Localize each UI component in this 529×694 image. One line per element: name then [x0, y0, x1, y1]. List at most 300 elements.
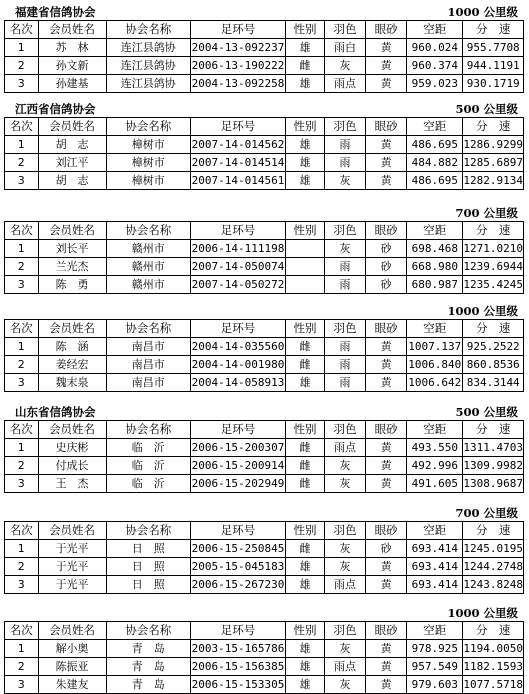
column-header: 空距 — [407, 320, 463, 338]
table-cell: 492.996 — [407, 457, 463, 475]
table-cell: 黄 — [366, 154, 407, 172]
table-cell: 693.414 — [407, 540, 463, 558]
column-header: 名次 — [5, 320, 39, 338]
table-row — [5, 172, 524, 190]
table-cell: 3 — [5, 276, 39, 294]
column-header: 分 速 — [463, 222, 524, 240]
table-cell: 3 — [5, 75, 39, 93]
table-cell: 雨 — [325, 276, 366, 294]
table-cell: 2006-13-190222 — [190, 57, 285, 75]
table-cell: 2 — [5, 658, 39, 676]
table-row — [5, 558, 524, 576]
column-header: 名次 — [5, 522, 39, 540]
table-cell: 雄 — [286, 640, 325, 658]
table-cell: 1309.9982 — [463, 457, 524, 475]
header-row — [5, 522, 524, 540]
column-header: 协会名称 — [106, 118, 190, 136]
table-cell: 青 岛 — [106, 640, 190, 658]
table-cell: 2003-15-165786 — [190, 640, 285, 658]
table-cell: 3 — [5, 172, 39, 190]
table-row — [5, 258, 524, 276]
table-cell: 493.550 — [407, 439, 463, 457]
table-cell: 黄 — [366, 640, 407, 658]
results-table — [4, 521, 524, 594]
table-cell: 2007-14-050074 — [190, 258, 285, 276]
header-row — [5, 118, 524, 136]
table-cell: 2006-15-153305 — [190, 676, 285, 694]
table-cell: 1311.4703 — [463, 439, 524, 457]
block-header — [4, 203, 524, 221]
table-cell: 1285.6897 — [463, 154, 524, 172]
column-header: 会员姓名 — [38, 622, 106, 640]
block-header — [4, 301, 524, 319]
table-cell: 刘长平 — [38, 240, 106, 258]
column-header: 性别 — [286, 118, 325, 136]
association-name: 江西省信鸽协会 — [15, 102, 96, 116]
table-cell: 1245.0195 — [463, 540, 524, 558]
column-header: 会员姓名 — [38, 118, 106, 136]
column-header: 分 速 — [463, 421, 524, 439]
header-row — [5, 320, 524, 338]
table-cell: 雌 — [286, 338, 325, 356]
column-header: 分 速 — [463, 118, 524, 136]
table-cell: 960.024 — [407, 39, 463, 57]
table-cell: 960.374 — [407, 57, 463, 75]
table-cell: 雄 — [286, 75, 325, 93]
table-cell: 1286.9299 — [463, 136, 524, 154]
table-row — [5, 457, 524, 475]
table-cell: 黄 — [366, 75, 407, 93]
table-cell: 1308.9687 — [463, 475, 524, 493]
table-cell: 1235.4245 — [463, 276, 524, 294]
table-cell: 赣州市 — [106, 240, 190, 258]
column-header: 性别 — [286, 222, 325, 240]
table-cell: 668.980 — [407, 258, 463, 276]
table-row — [5, 240, 524, 258]
table-cell: 灰 — [325, 540, 366, 558]
column-header: 空距 — [407, 118, 463, 136]
column-header: 性别 — [286, 522, 325, 540]
table-cell: 2006-15-250845 — [190, 540, 285, 558]
column-header: 足环号 — [190, 320, 285, 338]
table-cell: 2007-14-014514 — [190, 154, 285, 172]
table-cell: 樟树市 — [106, 154, 190, 172]
table-cell: 2 — [5, 57, 39, 75]
table-cell: 1 — [5, 640, 39, 658]
column-header: 眼砂 — [366, 118, 407, 136]
table-cell: 黄 — [366, 374, 407, 392]
result-block — [4, 99, 524, 190]
table-cell: 2004-13-092258 — [190, 75, 285, 93]
table-cell: 灰 — [325, 172, 366, 190]
table-cell: 砂 — [366, 240, 407, 258]
table-cell: 雄 — [286, 676, 325, 694]
column-header: 分 速 — [463, 320, 524, 338]
table-cell: 黄 — [366, 439, 407, 457]
column-header: 空距 — [407, 622, 463, 640]
table-cell: 雨点 — [325, 75, 366, 93]
table-cell: 黄 — [366, 558, 407, 576]
table-cell: 南昌市 — [106, 338, 190, 356]
header-row — [5, 421, 524, 439]
table-cell: 雨点 — [325, 439, 366, 457]
table-cell: 930.1719 — [463, 75, 524, 93]
column-header: 会员姓名 — [38, 320, 106, 338]
table-cell: 1282.9134 — [463, 172, 524, 190]
column-header: 空距 — [407, 222, 463, 240]
table-cell: 南昌市 — [106, 374, 190, 392]
table-cell: 3 — [5, 374, 39, 392]
table-cell: 灰 — [325, 57, 366, 75]
result-block — [4, 301, 524, 392]
table-cell: 834.3144 — [463, 374, 524, 392]
distance-level: 500 公里级 — [455, 102, 518, 116]
table-cell: 1 — [5, 39, 39, 57]
table-cell: 南昌市 — [106, 356, 190, 374]
table-cell: 黄 — [366, 39, 407, 57]
result-block — [4, 503, 524, 594]
header-row — [5, 222, 524, 240]
column-header: 空距 — [407, 21, 463, 39]
block-header — [4, 99, 524, 117]
table-cell: 灰 — [325, 676, 366, 694]
table-cell: 连江县鸽协 — [106, 75, 190, 93]
table-cell: 樟树市 — [106, 136, 190, 154]
table-cell: 黄 — [366, 658, 407, 676]
table-cell: 黄 — [366, 676, 407, 694]
result-block — [4, 203, 524, 294]
table-cell — [286, 258, 325, 276]
table-cell: 雌 — [286, 540, 325, 558]
table-cell: 苏 林 — [38, 39, 106, 57]
column-header: 名次 — [5, 21, 39, 39]
table-cell: 959.023 — [407, 75, 463, 93]
table-cell: 2006-15-200307 — [190, 439, 285, 457]
table-row — [5, 540, 524, 558]
column-header: 眼砂 — [366, 21, 407, 39]
column-header: 名次 — [5, 622, 39, 640]
column-header: 会员姓名 — [38, 522, 106, 540]
column-header: 性别 — [286, 21, 325, 39]
results-table — [4, 420, 524, 493]
table-cell: 雄 — [286, 172, 325, 190]
column-header: 分 速 — [463, 522, 524, 540]
table-cell: 雨点 — [325, 576, 366, 594]
table-cell: 陈 涵 — [38, 338, 106, 356]
table-cell: 灰 — [325, 457, 366, 475]
column-header: 协会名称 — [106, 21, 190, 39]
table-cell: 黄 — [366, 576, 407, 594]
column-header: 性别 — [286, 421, 325, 439]
table-cell: 1 — [5, 240, 39, 258]
table-cell: 雨 — [325, 154, 366, 172]
table-cell: 雨点 — [325, 658, 366, 676]
column-header: 名次 — [5, 118, 39, 136]
table-row — [5, 640, 524, 658]
distance-level: 1000 公里级 — [447, 606, 518, 620]
table-cell: 陈 勇 — [38, 276, 106, 294]
table-cell: 姜经宏 — [38, 356, 106, 374]
column-header: 足环号 — [190, 222, 285, 240]
table-cell: 979.603 — [407, 676, 463, 694]
table-cell: 2007-14-014561 — [190, 172, 285, 190]
table-cell: 1 — [5, 439, 39, 457]
table-cell: 陈振亚 — [38, 658, 106, 676]
table-row — [5, 136, 524, 154]
table-cell: 693.414 — [407, 558, 463, 576]
table-cell: 2006-15-267230 — [190, 576, 285, 594]
table-cell: 史庆彬 — [38, 439, 106, 457]
table-cell: 雨 — [325, 136, 366, 154]
table-cell — [286, 240, 325, 258]
table-cell: 砂 — [366, 540, 407, 558]
table-cell: 雄 — [286, 136, 325, 154]
block-header — [4, 2, 524, 20]
table-cell: 698.468 — [407, 240, 463, 258]
table-cell: 雌 — [286, 475, 325, 493]
table-cell: 于光平 — [38, 558, 106, 576]
table-cell: 2 — [5, 154, 39, 172]
block-header — [4, 503, 524, 521]
table-row — [5, 658, 524, 676]
column-header: 名次 — [5, 222, 39, 240]
table-cell: 1271.0210 — [463, 240, 524, 258]
table-cell: 青 岛 — [106, 676, 190, 694]
column-header: 协会名称 — [106, 522, 190, 540]
column-header: 协会名称 — [106, 320, 190, 338]
table-cell: 灰 — [325, 475, 366, 493]
table-cell: 486.695 — [407, 172, 463, 190]
table-cell: 3 — [5, 676, 39, 694]
column-header: 空距 — [407, 421, 463, 439]
table-cell: 雌 — [286, 356, 325, 374]
column-header: 协会名称 — [106, 421, 190, 439]
table-row — [5, 439, 524, 457]
column-header: 羽色 — [325, 320, 366, 338]
table-cell: 临 沂 — [106, 457, 190, 475]
table-cell: 刘江平 — [38, 154, 106, 172]
table-cell: 孙建基 — [38, 75, 106, 93]
column-header: 眼砂 — [366, 522, 407, 540]
table-cell: 2004-14-001980 — [190, 356, 285, 374]
table-cell: 1006.642 — [407, 374, 463, 392]
table-cell: 青 岛 — [106, 658, 190, 676]
results-table — [4, 20, 524, 93]
table-cell: 2006-15-200914 — [190, 457, 285, 475]
table-cell: 灰 — [325, 640, 366, 658]
column-header: 羽色 — [325, 222, 366, 240]
table-cell: 付成长 — [38, 457, 106, 475]
column-header: 眼砂 — [366, 222, 407, 240]
table-row — [5, 154, 524, 172]
table-cell: 于光平 — [38, 576, 106, 594]
association-name: 山东省信鸽协会 — [15, 405, 96, 419]
table-cell: 黄 — [366, 136, 407, 154]
table-cell: 3 — [5, 475, 39, 493]
table-cell: 雄 — [286, 576, 325, 594]
table-cell: 2006-15-156385 — [190, 658, 285, 676]
table-cell — [286, 276, 325, 294]
table-cell: 日 照 — [106, 540, 190, 558]
table-cell: 484.882 — [407, 154, 463, 172]
table-cell: 雄 — [286, 154, 325, 172]
table-cell: 临 沂 — [106, 439, 190, 457]
table-cell: 胡 志 — [38, 136, 106, 154]
table-cell: 1 — [5, 136, 39, 154]
table-cell: 2007-14-014562 — [190, 136, 285, 154]
table-cell: 兰光杰 — [38, 258, 106, 276]
table-cell: 2004-13-092237 — [190, 39, 285, 57]
distance-level: 700 公里级 — [455, 506, 518, 520]
table-cell: 孙文新 — [38, 57, 106, 75]
table-row — [5, 356, 524, 374]
table-cell: 1239.6944 — [463, 258, 524, 276]
table-cell: 黄 — [366, 172, 407, 190]
column-header: 足环号 — [190, 421, 285, 439]
table-cell: 灰 — [325, 558, 366, 576]
table-cell: 680.987 — [407, 276, 463, 294]
table-cell: 2006-14-111198 — [190, 240, 285, 258]
table-cell: 1007.137 — [407, 338, 463, 356]
association-name: 福建省信鸽协会 — [15, 5, 96, 19]
column-header: 眼砂 — [366, 320, 407, 338]
column-header: 足环号 — [190, 622, 285, 640]
block-header — [4, 603, 524, 621]
table-cell: 雄 — [286, 558, 325, 576]
results-table — [4, 221, 524, 294]
results-table — [4, 117, 524, 190]
table-cell: 砂 — [366, 276, 407, 294]
table-cell: 2 — [5, 457, 39, 475]
table-cell: 1194.0050 — [463, 640, 524, 658]
table-cell: 雌 — [286, 457, 325, 475]
table-cell: 2 — [5, 558, 39, 576]
table-cell: 2004-14-035560 — [190, 338, 285, 356]
column-header: 会员姓名 — [38, 21, 106, 39]
table-cell: 925.2522 — [463, 338, 524, 356]
table-cell: 860.8536 — [463, 356, 524, 374]
column-header: 协会名称 — [106, 222, 190, 240]
table-cell: 赣州市 — [106, 258, 190, 276]
table-cell: 日 照 — [106, 558, 190, 576]
result-block — [4, 2, 524, 93]
column-header: 羽色 — [325, 118, 366, 136]
distance-level: 1000 公里级 — [447, 304, 518, 318]
table-cell: 1077.5718 — [463, 676, 524, 694]
table-cell: 日 照 — [106, 576, 190, 594]
column-header: 性别 — [286, 622, 325, 640]
table-row — [5, 276, 524, 294]
column-header: 眼砂 — [366, 421, 407, 439]
table-cell: 486.695 — [407, 136, 463, 154]
table-cell: 1244.2748 — [463, 558, 524, 576]
table-cell: 连江县鸽协 — [106, 39, 190, 57]
table-cell: 雄 — [286, 374, 325, 392]
column-header: 羽色 — [325, 622, 366, 640]
table-cell: 雨 — [325, 258, 366, 276]
header-row — [5, 21, 524, 39]
table-cell: 魏末泉 — [38, 374, 106, 392]
table-cell: 雌 — [286, 57, 325, 75]
column-header: 会员姓名 — [38, 421, 106, 439]
table-cell: 1006.840 — [407, 356, 463, 374]
table-cell: 黄 — [366, 457, 407, 475]
column-header: 羽色 — [325, 421, 366, 439]
table-cell: 491.605 — [407, 475, 463, 493]
table-cell: 雄 — [286, 658, 325, 676]
table-cell: 雨白 — [325, 39, 366, 57]
column-header: 眼砂 — [366, 622, 407, 640]
table-cell: 黄 — [366, 57, 407, 75]
table-cell: 2 — [5, 258, 39, 276]
table-row — [5, 475, 524, 493]
table-row — [5, 676, 524, 694]
table-cell: 雨 — [325, 356, 366, 374]
table-cell: 砂 — [366, 258, 407, 276]
column-header: 羽色 — [325, 522, 366, 540]
column-header: 分 速 — [463, 622, 524, 640]
table-row — [5, 75, 524, 93]
table-cell: 雌 — [286, 439, 325, 457]
table-row — [5, 57, 524, 75]
table-cell: 黄 — [366, 338, 407, 356]
table-cell: 955.7708 — [463, 39, 524, 57]
distance-level: 500 公里级 — [455, 405, 518, 419]
table-cell: 解小奥 — [38, 640, 106, 658]
table-row — [5, 39, 524, 57]
table-row — [5, 338, 524, 356]
table-cell: 灰 — [325, 240, 366, 258]
header-row — [5, 622, 524, 640]
table-cell: 雨 — [325, 374, 366, 392]
column-header: 名次 — [5, 421, 39, 439]
table-cell: 连江县鸽协 — [106, 57, 190, 75]
table-row — [5, 576, 524, 594]
table-cell: 2007-14-050272 — [190, 276, 285, 294]
table-cell: 樟树市 — [106, 172, 190, 190]
table-cell: 944.1191 — [463, 57, 524, 75]
table-cell: 2006-15-202949 — [190, 475, 285, 493]
table-cell: 临 沂 — [106, 475, 190, 493]
column-header: 协会名称 — [106, 622, 190, 640]
results-table — [4, 621, 524, 694]
table-cell: 1243.8248 — [463, 576, 524, 594]
column-header: 羽色 — [325, 21, 366, 39]
table-cell: 1 — [5, 338, 39, 356]
column-header: 足环号 — [190, 21, 285, 39]
table-cell: 978.925 — [407, 640, 463, 658]
table-cell: 2004-14-058913 — [190, 374, 285, 392]
column-header: 足环号 — [190, 522, 285, 540]
block-header — [4, 402, 524, 420]
table-cell: 黄 — [366, 475, 407, 493]
distance-level: 700 公里级 — [455, 206, 518, 220]
table-cell: 黄 — [366, 356, 407, 374]
table-cell: 于光平 — [38, 540, 106, 558]
table-cell: 朱建友 — [38, 676, 106, 694]
table-cell: 3 — [5, 576, 39, 594]
table-cell: 1182.1593 — [463, 658, 524, 676]
table-cell: 2005-15-045183 — [190, 558, 285, 576]
column-header: 会员姓名 — [38, 222, 106, 240]
column-header: 性别 — [286, 320, 325, 338]
distance-level: 1000 公里级 — [447, 5, 518, 19]
table-cell: 雨 — [325, 338, 366, 356]
table-cell: 王 杰 — [38, 475, 106, 493]
column-header: 分 速 — [463, 21, 524, 39]
table-row — [5, 374, 524, 392]
table-cell: 1 — [5, 540, 39, 558]
